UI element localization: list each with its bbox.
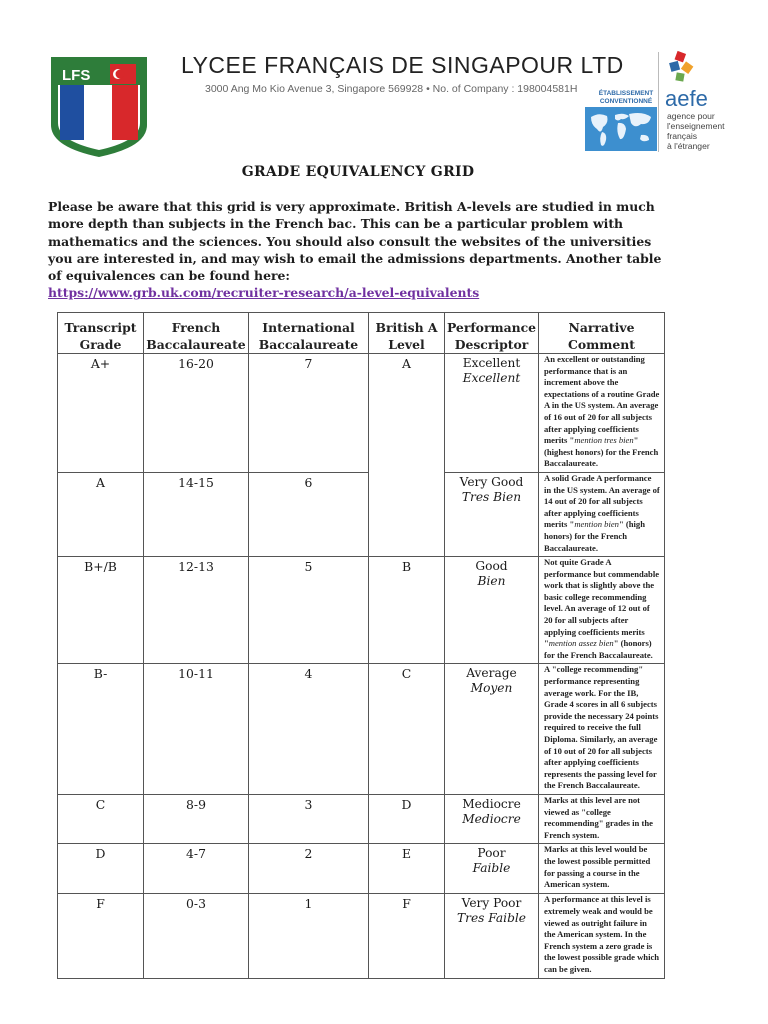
british-a-level-cell: F: [369, 894, 445, 978]
table-row: [58, 557, 665, 664]
aefe-subtitle: [667, 111, 725, 151]
narrative-text: A "college recommending" performance representing average work. For the IB, Grade 4 scores in all 6 subjects provide the necessary 24 points required to receive the full Diploma. Similarly, an average of 10 out of 20 for all subjects after applying coefficients represents the passing level for the French Baccalaureate.: [544, 664, 659, 791]
descriptor-french: Tres Faible: [456, 911, 526, 926]
transcript-grade-cell: B+/B: [58, 557, 144, 664]
performance-descriptor-cell: [445, 472, 539, 556]
performance-descriptor-cell: [445, 894, 539, 978]
column-header: Performance Descriptor: [445, 313, 539, 354]
aefe-star-logo: [664, 50, 700, 86]
narrative-honor-term: mention tres bien: [574, 435, 634, 446]
table-row: [58, 844, 665, 894]
transcript-grade-cell: A: [58, 472, 144, 556]
table-row: [58, 794, 665, 843]
grade-equivalency-table: [57, 312, 665, 979]
header-divider: [658, 52, 659, 152]
intro-text: Please be aware that this grid is very approximate. British A-levels are studied in much more depth than subjects in the French bac. This can be a particular problem with mathematics and the sciences. You should also consult the websites of the universities you are interested in, and may wish to email the admissions departments. Another table of equivalences can be found here:: [48, 199, 662, 284]
narrative-text-end: " (honors) for the French Baccalaureate.: [544, 638, 653, 660]
french-bac-cell: 16-20: [144, 354, 249, 473]
descriptor-french: Excellent: [462, 371, 521, 385]
page-header: [0, 0, 768, 160]
table-row: [58, 664, 665, 795]
performance-descriptor-cell: [445, 354, 539, 473]
descriptor-french: Bien: [477, 574, 506, 589]
descriptor-english: Average: [466, 666, 517, 681]
descriptor-english: Very Poor: [461, 896, 522, 911]
french-bac-cell: 4-7: [144, 844, 249, 894]
school-name: LYCEE FRANÇAIS DE SINGAPOUR LTD: [181, 52, 624, 78]
aefe-sub-line: à l'étranger: [667, 141, 710, 151]
intro-paragraph: [48, 198, 668, 302]
descriptor-english: Very Good: [459, 474, 524, 489]
british-a-level-cell: B: [369, 557, 445, 664]
narrative-honor-term: mention bien: [574, 519, 619, 530]
british-a-level-cell: E: [369, 844, 445, 894]
narrative-comment-cell: [539, 354, 665, 473]
descriptor-english: Poor: [477, 846, 506, 861]
performance-descriptor-cell: [445, 844, 539, 894]
ib-cell: 5: [249, 557, 369, 664]
french-bac-cell: 10-11: [144, 664, 249, 795]
equivalents-link[interactable]: https://www.grb.uk.com/recruiter-research/a-level-equivalents: [48, 285, 480, 301]
aefe-sub-line: agence pour: [667, 111, 715, 121]
narrative-comment-cell: [539, 794, 665, 843]
british-a-level-cell: D: [369, 794, 445, 843]
performance-descriptor-cell: [445, 794, 539, 843]
transcript-grade-cell: C: [58, 794, 144, 843]
descriptor-french: Tres Bien: [461, 489, 522, 504]
transcript-grade-cell: D: [58, 844, 144, 894]
transcript-grade-cell: F: [58, 894, 144, 978]
performance-descriptor-cell: [445, 664, 539, 795]
descriptor-english: Good: [475, 559, 508, 574]
performance-descriptor-cell: [445, 557, 539, 664]
school-address: 3000 Ang Mo Kio Avenue 3, Singapore 569928 • No. of Company : 198004581H: [205, 83, 578, 95]
ib-cell: 3: [249, 794, 369, 843]
world-map-icon: [585, 107, 657, 151]
ib-cell: 1: [249, 894, 369, 978]
ib-cell: 4: [249, 664, 369, 795]
narrative-comment-cell: [539, 894, 665, 978]
ib-cell: 6: [249, 472, 369, 556]
descriptor-french: Moyen: [470, 681, 513, 696]
column-header: Narrative Comment: [539, 313, 665, 354]
narrative-text: Marks at this level are not viewed as "college recommending" grades in the French system.: [544, 794, 653, 840]
british-a-level-cell: C: [369, 664, 445, 795]
descriptor-english: Excellent: [462, 356, 521, 370]
aefe-wordmark: aefe: [665, 86, 708, 111]
narrative-comment-cell: [539, 557, 665, 664]
etab-line-1: ÉTABLISSEMENT: [598, 90, 654, 97]
french-bac-cell: 0-3: [144, 894, 249, 978]
narrative-text: A solid Grade A performance in the US system. An average of 14 out of 20 for all subjects after applying coefficients merits ": [544, 472, 660, 530]
lfs-crest-logo: [48, 55, 150, 159]
ib-cell: 7: [249, 354, 369, 473]
narrative-text: A performance at this level is extremely weak and would be viewed as outright failure in the American system. In the French system a zero grade is the lowest possible grade which can be given.: [544, 894, 660, 974]
table-row: [58, 354, 665, 473]
narrative-text-end: " (high honors) for the French Baccalaureate.: [544, 519, 645, 553]
narrative-text: Not quite Grade A performance but commendable work that is slightly above the basic college recommending level. An average of 12 out of 20 for all subjects after applying coefficients merits ": [544, 557, 660, 649]
narrative-comment-cell: [539, 664, 665, 795]
etab-line-2: CONVENTIONNÉ: [599, 98, 653, 105]
table-row: [58, 894, 665, 978]
aefe-sub-line: l'enseignement: [667, 121, 725, 131]
column-header: International Baccalaureate: [249, 313, 369, 354]
narrative-comment-cell: [539, 844, 665, 894]
narrative-text: Marks at this level would be the lowest possible permitted for passing a course in the American system.: [544, 844, 651, 890]
column-header: French Baccalaureate: [144, 313, 249, 354]
descriptor-french: Faible: [472, 861, 511, 876]
table-header-row: [58, 313, 665, 354]
aefe-sub-line: français: [667, 131, 698, 141]
narrative-text-end: " (highest honors) for the French Baccalaureate.: [544, 435, 659, 469]
narrative-honor-term: mention assez bien: [548, 638, 614, 649]
ib-cell: 2: [249, 844, 369, 894]
column-header: British A Level: [369, 313, 445, 354]
crest-text: LFS: [62, 67, 91, 84]
narrative-comment-cell: [539, 472, 665, 556]
descriptor-french: Mediocre: [462, 811, 521, 826]
french-bac-cell: 12-13: [144, 557, 249, 664]
descriptor-english: Mediocre: [462, 796, 521, 811]
transcript-grade-cell: A+: [58, 354, 144, 473]
transcript-grade-cell: B-: [58, 664, 144, 795]
french-bac-cell: 8-9: [144, 794, 249, 843]
etablissement-label: [595, 90, 657, 106]
page-title: GRADE EQUIVALENCY GRID: [241, 164, 475, 180]
french-bac-cell: 14-15: [144, 472, 249, 556]
column-header: Transcript Grade: [58, 313, 144, 354]
british-a-level-cell: A: [369, 354, 445, 557]
table-row: [58, 472, 665, 556]
narrative-text: An excellent or outstanding performance that is an increment above the expectations of a routine Grade A in the US system. An average of 16 out of 20 for all subjects after applying coefficients merits ": [544, 354, 660, 446]
